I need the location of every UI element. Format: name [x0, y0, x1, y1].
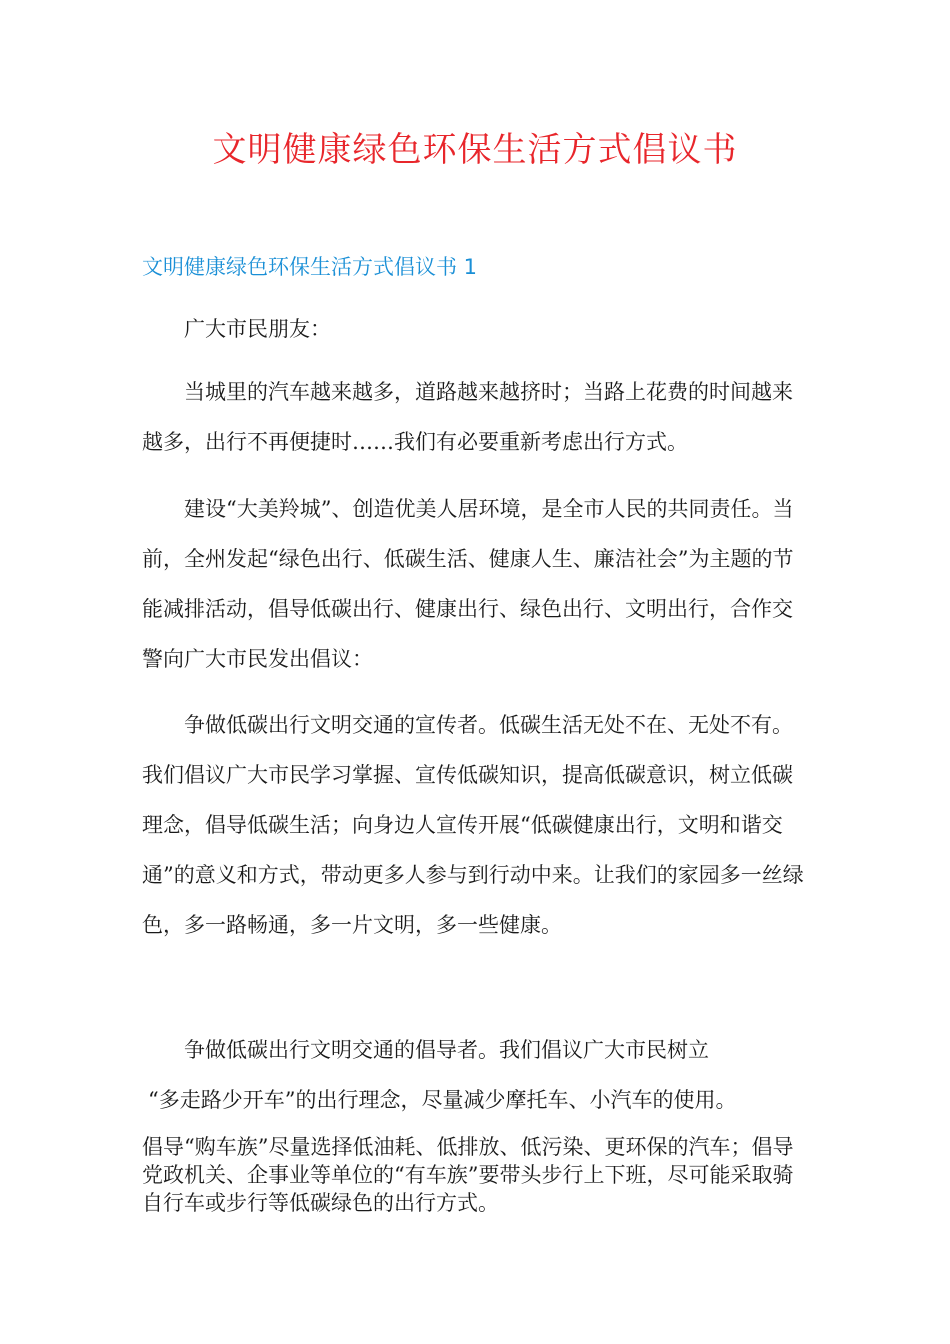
paragraph-3: 争做低碳出行文明交通的宣传者。低碳生活无处不在、无处不有。我们倡议广大市民学习掌握、宣传低碳知识，提高低碳意识，树立低碳理念，倡导低碳生活；向身边人宣传开展“低碳健康出行，文明和谐交通”的意义和方式，带动更多人参与到行动中来。让我们的家园多一丝绿色，多一路畅通，多一片文明，多一些健康。: [142, 713, 804, 937]
paragraph-1: 当城里的汽车越来越多，道路越来越挤时；当路上花费的时间越来越多，出行不再便捷时……我们有必要重新考虑出行方式。: [142, 380, 793, 454]
salutation: 广大市民朋友：: [184, 317, 331, 341]
paragraph-4-tail: 倡导“购车族”尽量选择低油耗、低排放、低污染、更环保的汽车；倡导党政机关、企事业等单位的“有车族”要带头步行上下班，尽可能采取骑自行车或步行等低碳绿色的出行方式。: [142, 1135, 794, 1215]
paragraph-4-line-1: 争做低碳出行文明交通的倡导者。我们倡议广大市民树立: [184, 1038, 709, 1062]
paragraph-2: 建设“大美羚城”、创造优美人居环境，是全市人民的共同责任。当前，全州发起“绿色出行、低碳生活、健康人生、廉洁社会”为主题的节能减排活动，倡导低碳出行、健康出行、绿色出行、文明出行，合作交警向广大市民发出倡议：: [142, 497, 794, 671]
section-heading: 文明健康绿色环保生活方式倡议书 1: [142, 255, 478, 279]
document-title: 文明健康绿色环保生活方式倡议书: [212, 130, 738, 170]
paragraph-4-line-2: “多走路少开车”的出行理念，尽量减少摩托车、小汽车的使用。: [148, 1088, 737, 1112]
